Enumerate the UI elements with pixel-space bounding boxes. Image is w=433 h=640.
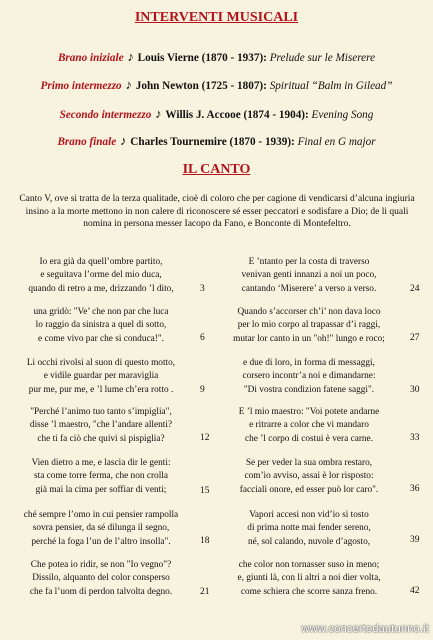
stanza-left-3 xyxy=(6,357,196,397)
verse-line: che color non tornasser suso in meno; xyxy=(238,560,380,570)
verse-number: 27 xyxy=(410,333,420,343)
stanza-left-7 xyxy=(6,559,196,599)
brano-label: Brano iniziale xyxy=(57,52,124,64)
verse-line: Io era già da quell’ombre partito, xyxy=(39,257,163,267)
verse-line: Quando s’accorser ch’i’ non dava loco xyxy=(237,307,381,317)
verse-number: 12 xyxy=(200,433,210,443)
verse-number: 24 xyxy=(410,284,420,294)
section-title: INTERVENTI MUSICALI xyxy=(134,10,299,25)
verse-line: già mai la cima per soffiar di venti; xyxy=(35,484,167,495)
verse-line: di prima notte mai fender sereno, xyxy=(247,523,371,534)
verse-line: e vidile guardar per maraviglia xyxy=(43,371,159,382)
watermark: www.concertodautunno.it xyxy=(301,623,429,635)
verse-line: Se per veder la sua ombra restaro, xyxy=(245,458,373,468)
verse-line: "Di vostra condizion fatene saggi". xyxy=(243,384,375,395)
verse-number: 3 xyxy=(200,284,205,294)
verse-line: sovra pensier, da sé dilunga il segno, xyxy=(32,523,170,534)
verse-line: che ti fa ciò che quivi si pispiglia? xyxy=(37,433,165,444)
verse-line: E ’l mio maestro: "Voi potete andarne xyxy=(238,407,380,417)
verse-line: Che potea io ridir, se non "Io vegno"? xyxy=(30,560,172,570)
verse-line: una gridò: "Ve’ che non par che luca xyxy=(33,307,169,317)
verse-line: che fa l’uom di perdon talvolta degno. xyxy=(29,586,173,597)
music-note-icon: ♪ xyxy=(125,77,132,92)
verse-number: 6 xyxy=(200,333,205,343)
verse-line: e come vivo par che si conduca!". xyxy=(38,333,164,344)
verse-line: come schiera che scorre sanza freno. xyxy=(240,586,378,597)
brano-piece: Prelude sur le Miserere xyxy=(269,52,376,64)
secondo-intermezzo xyxy=(0,106,433,122)
verse-line: Li occhi rivolsi al suon di questo motto, xyxy=(26,358,176,368)
brano-label: Brano finale xyxy=(57,136,117,148)
brano-composer: John Newton (1725 - 1807): xyxy=(135,80,267,92)
brano-piece: Spiritual “Balm in Gilead” xyxy=(269,80,393,92)
verse-line: lo raggio da sinistra a quel di sotto, xyxy=(35,320,167,331)
music-note-icon: ♪ xyxy=(127,49,134,64)
brano-composer: Willis J. Accooe (1874 - 1904): xyxy=(165,109,309,121)
stanza-left-4 xyxy=(6,406,196,446)
verse-number: 36 xyxy=(410,484,420,494)
verse-line: perché la foga l’un de l’altro insolla". xyxy=(31,536,171,547)
verse-line: quando di retro a me, drizzando ’l dito, xyxy=(28,283,174,294)
stanza-left-1 xyxy=(6,256,196,296)
verse-line: "Perché l’animo tuo tanto s’impiglia", xyxy=(30,407,172,417)
stanza-right-7 xyxy=(213,559,405,599)
stanza-left-6 xyxy=(6,509,196,549)
stanza-right-4 xyxy=(213,406,405,446)
verse-line: Vien dietro a me, e lascia dir le genti: xyxy=(31,458,171,468)
brano-piece: Evening Song xyxy=(311,109,374,121)
verse-line: e ritrarre a color che vi mandaro xyxy=(249,420,369,431)
verse-line: E ’ntanto per la costa di traverso xyxy=(248,257,370,267)
music-note-icon: ♪ xyxy=(155,106,162,121)
brano-piece: Final en G major xyxy=(297,136,376,148)
verse-number: 9 xyxy=(200,385,205,395)
music-note-icon: ♪ xyxy=(119,133,127,148)
verse-line: sta come torre ferma, che non crolla xyxy=(34,471,168,482)
primo-intermezzo xyxy=(0,77,433,93)
verse-line: disse ’l maestro, "che l’andare allenti? xyxy=(29,420,173,431)
verse-line: ché sempre l’omo in cui pensier rampolla xyxy=(23,510,179,520)
verse-line: e seguitava l’orme del mio duca, xyxy=(40,270,162,281)
stanza-left-2 xyxy=(6,306,196,346)
verse-line: che ’l corpo di costui è vera carne. xyxy=(244,433,374,444)
verse-line: venivan genti innanzi a noi un poco, xyxy=(241,270,377,281)
verse-number: 21 xyxy=(200,587,210,597)
verse-line: e due di loro, in forma di messaggi, xyxy=(243,358,375,368)
verse-line: cantando ‘Miserere’ a verso a verso. xyxy=(241,283,377,294)
canto-title: IL CANTO xyxy=(182,162,251,177)
brano-label: Secondo intermezzo xyxy=(59,109,152,121)
verse-line: mutar lor canto in un "oh!" lungo e roco; xyxy=(233,333,385,344)
verse-number: 42 xyxy=(410,586,420,596)
verse-number: 30 xyxy=(410,385,420,395)
brano-composer: Louis Vierne (1870 - 1937): xyxy=(137,52,267,64)
stanza-right-3 xyxy=(213,357,405,397)
verse-line: Vapori accesi non vid’io sì tosto xyxy=(249,510,369,520)
verse-number: 33 xyxy=(410,433,420,443)
verse-line: facciali onore, ed esser può lor caro". xyxy=(239,484,379,495)
brano-finale xyxy=(0,133,433,149)
verse-number: 15 xyxy=(200,486,210,496)
verse-line: Dissilo, alquanto del color consperso xyxy=(32,573,170,584)
stanza-right-2 xyxy=(213,306,405,346)
verse-line: com’io avviso, assai è lor risposto: xyxy=(244,471,374,482)
canto-intro: Canto V, ove si tratta de la terza qualitade, cioè di coloro che per cagione di vendicarsi d’alcuna ingiuria insino a la morte mettono in non calere di riconoscere sé esser peccatori e sodisfare a Dio; de li quali nomina in persona messer Iacopo da Fano, e Bonconte di Montefeltro. xyxy=(19,194,415,230)
brano-label: Primo intermezzo xyxy=(40,80,122,92)
stanza-right-6 xyxy=(213,509,405,549)
verse-number: 18 xyxy=(200,536,210,546)
verse-line: e, giunti là, con li altri a noi dier volta, xyxy=(237,573,381,584)
stanza-right-1 xyxy=(213,256,405,296)
verse-line: pur me, pur me, e ’l lume ch’era rotto . xyxy=(28,384,174,395)
brano-composer: Charles Tournemire (1870 - 1939): xyxy=(130,136,295,148)
verse-line: corsero incontr’a noi e dimandarne: xyxy=(242,371,376,382)
verse-line: per lo mio corpo al trapassar d’i raggi, xyxy=(237,320,381,331)
verse-number: 39 xyxy=(410,535,420,545)
stanza-right-5 xyxy=(213,457,405,497)
brano-iniziale xyxy=(0,49,433,65)
verse-line: né, sol calando, nuvole d’agosto, xyxy=(247,536,371,547)
stanza-left-5 xyxy=(6,457,196,497)
